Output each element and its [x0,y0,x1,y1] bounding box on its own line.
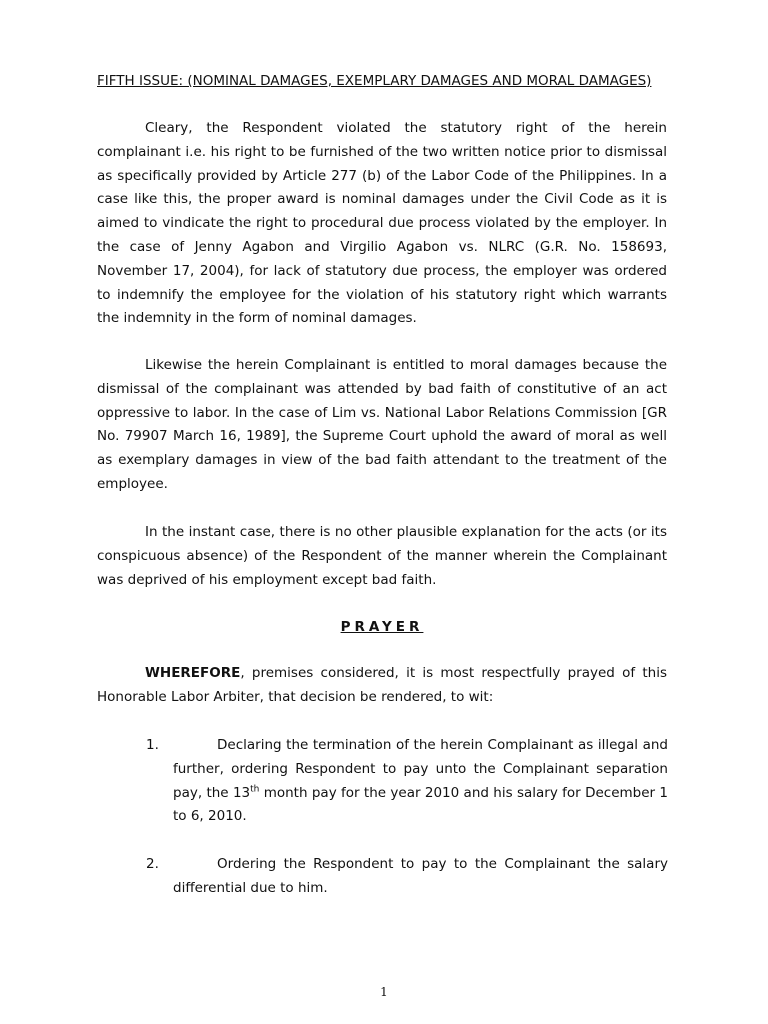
prayer-item-text-after: month pay for the year 2010 and his salary for December 1 to 6, 2010. [173,784,668,825]
prayer-item-text: Ordering the Respondent to pay to the Complainant the salary differential due to him. [173,856,668,896]
prayer-heading: PRAYER [340,619,424,635]
paragraph-moral-damages: Likewise the herein Complainant is entitled to moral damages because the dismissal of the complainant was attended by bad faith of constitutive of an act oppressive to labor. In the case of Lim vs. National Labor Relations Commission [GR No. 79907 March 16, 1989], the Supreme Court uphold the award of moral as well as exemplary damages in view of the bad faith attendant to the treatment of the employee. [97,357,667,492]
ordinal-superscript: th [250,784,260,795]
prayer-item-number: 1. [146,737,159,753]
paragraph-bad-faith: In the instant case, there is no other plausible explanation for the acts (or its conspicuous absence) of the Respondent of the manner wherein the Complainant was deprived of his employment except bad faith. [97,524,667,588]
prayer-item-2 [146,853,668,901]
wherefore-lead: WHEREFORE [145,665,241,681]
page-number: 1 [380,985,388,999]
wherefore-text: , premises considered, it is most respectfully prayed of this Honorable Labor Arbiter, that decision be rendered, to wit: [97,665,667,705]
paragraph-wherefore [97,662,667,710]
issue-title: FIFTH ISSUE: (NOMINAL DAMAGES, EXEMPLARY DAMAGES AND MORAL DAMAGES) [97,73,652,89]
prayer-item-1 [146,734,668,829]
prayer-item-number: 2. [146,856,159,872]
prayer-item-text [173,734,668,829]
paragraph-nominal-damages: Cleary, the Respondent violated the statutory right of the herein complainant i.e. his right to be furnished of the two written notice prior to dismissal as specifically provided by Article 277 (b) of the Labor Code of the Philippines. In a case like this, the proper award is nominal damages under the Civil Code as it is aimed to vindicate the right to procedural due process violated by the employer. In the case of Jenny Agabon and Virgilio Agabon vs. NLRC (G.R. No. 158693, November 17, 2004), for lack of statutory due process, the employer was ordered to indemnify the employee for the violation of his statutory right which warrants the indemnity in the form of nominal damages. [97,120,667,327]
prayer-item-text-before: Declaring the termination of the herein Complainant as illegal and further, ordering Respondent to pay unto the Complainant separation pay, the 13 [173,737,668,801]
